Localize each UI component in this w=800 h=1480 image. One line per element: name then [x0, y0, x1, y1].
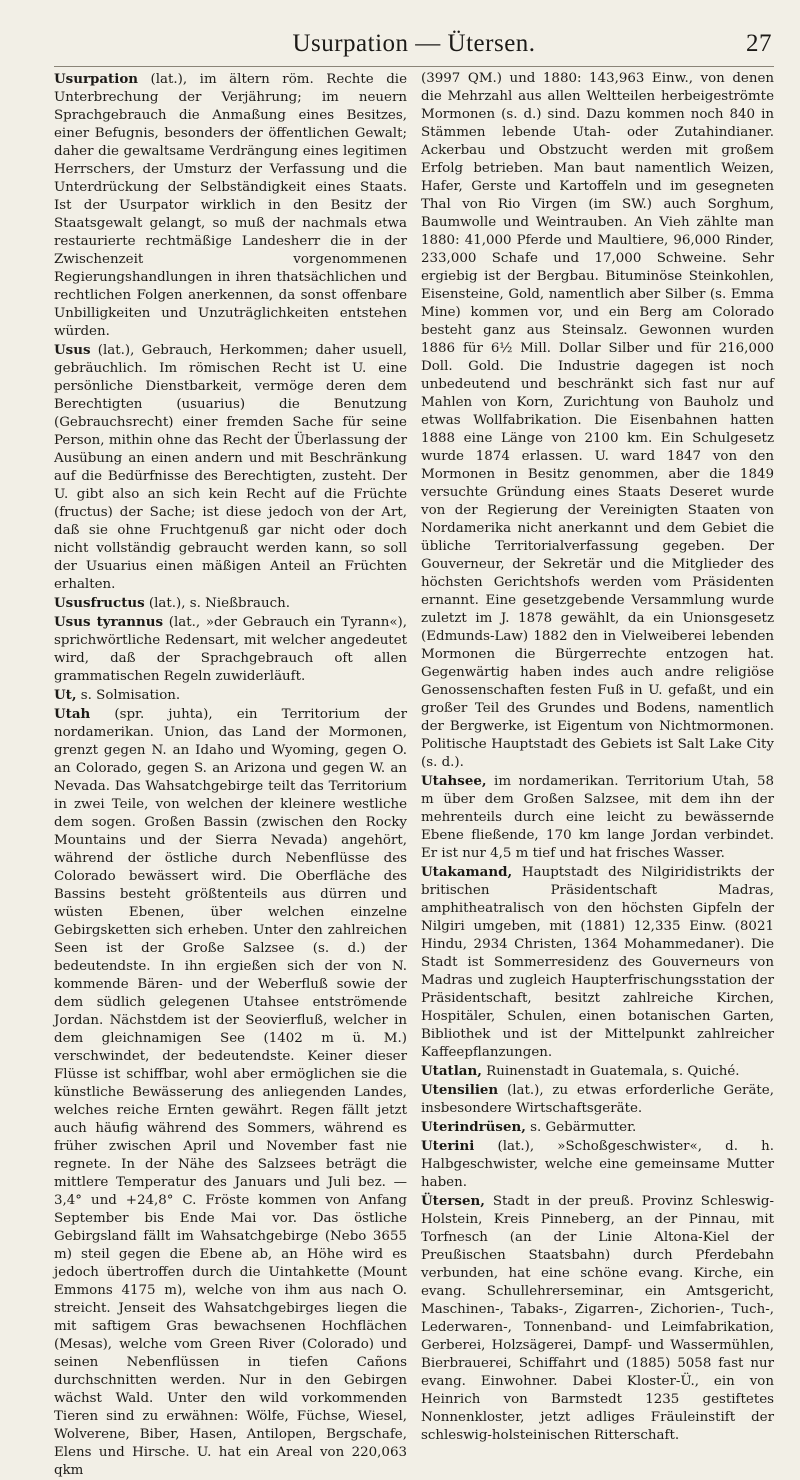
dictionary-entry	[421, 863, 774, 1062]
entry-text: s. Gebärmutter.	[525, 1120, 637, 1135]
entry-text: im nordamerikan. Territorium Utah, 58 m über dem Großen Salzsee, mit dem ihn der mehrenteils durch eine leicht zu bewässernde Ebene fließende, 170 km lange Jordan verbindet. Er ist nur 4,5 m tief und hat frisches Wasser.	[421, 774, 774, 861]
dictionary-entry	[54, 705, 407, 1480]
right-column	[421, 70, 774, 1480]
running-header	[54, 30, 774, 64]
entry-headword: Utensilien	[421, 1082, 499, 1098]
entry-headword: Utatlan,	[421, 1063, 482, 1079]
entry-text: (lat., »der Gebrauch ein Tyrann«), sprichwörtliche Redensart, mit welcher angedeutet wird, daß der Sprachgebrauch oft allen grammatischen Regeln zuwiderläuft.	[54, 615, 407, 684]
entry-text: Hauptstadt des Nilgiridistrikts der britischen Präsidentschaft Madras, amphitheatralisch von den höchsten Gipfeln der Nilgiri umgeben, mit (1881) 12,335 Einw. (8021 Hindu, 2934 Christen, 1364 Mohammedaner). Die Stadt ist Sommerresidenz des Gouverneurs von Madras und zugleich Haupterfrischungsstation der Präsidentschaft, besitzt zahlreiche Kirchen, Hospitäler, Schulen, einen botanischen Garten, Bibliothek und ist der Mittelpunkt zahlreicher Kaffeepflanzungen.	[421, 865, 774, 1060]
entry-text: s. Solmisation.	[76, 688, 181, 703]
entry-text: (spr. juhta), ein Territorium der nordamerikan. Union, das Land der Mormonen, grenzt gegen N. an Idaho und Wyoming, gegen O. an Colorado, gegen S. an Arizona und gegen W. an Nevada. Das Wahsatchgebirge teilt das Territorium in zwei Teile, von welchen der kleinere westliche dem sogen. Großen Bassin (zwischen den Rocky Mountains und der Sierra Nevada) angehört, während der östliche durch Nebenflüsse des Colorado bewässert wird. Die Oberfläche des Bassins besteht größtenteils aus dürren und wüsten Ebenen, über welchen einzelne Gebirgsketten sich erheben. Unter den zahlreichen Seen ist der Große Salzsee (s. d.) der bedeutendste. In ihn ergießen sich der von N. kommende Bären- und der Weberfluß sowie der dem südlich gelegenen Utahsee entströmende Jordan. Nächstdem ist der Seovierfluß, welcher in dem gleichnamigen See (1402 m ü. M.) verschwindet, der bedeutendste. Keiner dieser Flüsse ist schiffbar, wohl aber ermöglichen sie die künstliche Bewässerung des anliegenden Landes, welches reiche Ernten gewährt. Regen fällt jetzt auch häufig während des Sommers, während es früher zwischen April und November fast nie regnete. In der Nähe des Salzsees beträgt die mittlere Temperatur des Januars und Juli bez. —3,4° und +24,8° C. Fröste kommen von Anfang September bis Ende Mai vor. Das östliche Gebirgsland fällt im Wahsatchgebirge (Nebo 3655 m) steil gegen die Ebene ab, an Höhe wird es jedoch übertroffen durch die Uintahkette (Mount Emmons 4175 m), welche von ihm aus nach O. streicht. Jenseit des Wahsatchgebirges liegen die mit saftigem Gras bewachsenen Hochflächen (Mesas), welche vom Green River (Colorado) und seinen Nebenflüssen in tiefen Cañons durchschnitten werden. Nur in den Gebirgen wächst Wald. Unter den wild vorkommenden Tieren sind zu erwähnen: Wölfe, Füchse, Wiesel, Wolverene, Biber, Hasen, Antilopen, Bergschafe, Elens und Hirsche. U. hat ein Areal von 220,063 qkm	[54, 707, 407, 1478]
dictionary-entry	[54, 686, 407, 705]
dictionary-entry	[54, 594, 407, 613]
header-rule	[54, 66, 774, 67]
entry-headword: Usurpation	[54, 71, 138, 87]
entry-headword: Utakamand,	[421, 864, 513, 880]
entry-headword: Usus	[54, 342, 91, 358]
entry-headword: Usus tyrannus	[54, 614, 164, 630]
dictionary-entry	[421, 1118, 774, 1137]
entry-headword: Uterini	[421, 1138, 475, 1154]
page-number: 27	[746, 30, 772, 57]
entry-text: (lat.), s. Nießbrauch.	[144, 596, 290, 611]
dictionary-entry	[421, 1081, 774, 1118]
left-column	[54, 70, 407, 1480]
entry-headword: Ut,	[54, 687, 77, 703]
dictionary-entry	[54, 70, 407, 341]
dictionary-entry	[54, 341, 407, 594]
entry-text: (lat.), zu etwas erforderliche Geräte, insbesondere Wirtschaftsgeräte.	[421, 1083, 774, 1116]
page-title: Usurpation — Ütersen.	[292, 30, 536, 57]
entry-headword: Utah	[54, 706, 91, 722]
entry-headword: Ütersen,	[421, 1193, 485, 1209]
entry-text: (lat.), im ältern röm. Rechte die Unterbrechung der Verjährung; im neuern Sprachgebrauch die Anmaßung eines Besitzes, einer Befugnis, besonders der öffentlichen Gewalt; daher die gewaltsame Verdrängung eines legitimen Herrschers, der Umsturz der Verfassung und die Unterdrückung der Selbständigkeit eines Staats. Ist der Usurpator wirklich in den Besitz der Staatsgewalt gelangt, so muß der nachmals etwa restaurierte rechtmäßige Landesherr die in der Zwischenzeit vorgenommenen Regierungshandlungen in ihren thatsächlichen und rechtlichen Folgen anerkennen, da sonst offenbare Unbilligkeiten und Unzuträglichkeiten entstehen würden.	[54, 72, 407, 339]
entry-text: (lat.), »Schoßgeschwister«, d. h. Halbgeschwister, welche eine gemeinsame Mutter haben.	[421, 1139, 774, 1190]
dictionary-entry	[421, 1192, 774, 1445]
entry-text: Stadt in der preuß. Provinz Schleswig-Holstein, Kreis Pinneberg, an der Pinnau, mit Torfnesch (an der Linie Altona-Kiel der Preußischen Staatsbahn) durch Pferdebahn verbunden, hat eine schöne evang. Kirche, ein evang. Schullehrerseminar, ein Amtsgericht, Maschinen-, Tabaks-, Zigarren-, Zichorien-, Tuch-, Lederwaren-, Tonnenband- und Leimfabrikation, Gerberei, Holzsägerei, Dampf- und Wassermühlen, Bierbrauerei, Schiffahrt und (1885) 5058 fast nur evang. Einwohner. Dabei Kloster-Ü., ein von Heinrich von Barmstedt 1235 gestiftetes Nonnenkloster, jetzt adliges Fräuleinstift der schleswig-holsteinischen Ritterschaft.	[421, 1194, 774, 1443]
entry-headword: Ususfructus	[54, 595, 145, 611]
dictionary-entry	[421, 1062, 774, 1081]
entry-text: (3997 QM.) und 1880: 143,963 Einw., von denen die Mehrzahl aus allen Weltteilen herbeigeströmte Mormonen (s. d.) sind. Dazu kommen noch 840 in Stämmen lebende Utah- oder Zutahindianer. Ackerbau und Obstzucht werden mit großem Erfolg betrieben. Man baut namentlich Weizen, Hafer, Gerste und Kartoffeln und im gesegneten Thal von Rio Virgen (im SW.) auch Sorghum, Baumwolle und Weintrauben. An Vieh zählte man 1880: 41,000 Pferde und Maultiere, 96,000 Rinder, 233,000 Schafe und 17,000 Schweine. Sehr ergiebig ist der Bergbau. Bituminöse Steinkohlen, Eisensteine, Gold, namentlich aber Silber (s. Emma Mine) kommen vor, und ein Berg am Colorado besteht ganz aus Steinsalz. Gewonnen wurden 1886 für 6½ Mill. Dollar Silber und für 216,000 Doll. Gold. Die Industrie dagegen ist noch unbedeutend und beschränkt sich fast nur auf Mahlen von Korn, Zurichtung von Bauholz und etwas Wollfabrikation. Die Eisenbahnen hatten 1888 eine Länge von 2100 km. Ein Schulgesetz wurde 1874 erlassen. U. ward 1847 von den Mormonen in Besitz genommen, aber die 1849 versuchte Gründung eines Staats Deseret wurde von der Regierung der Vereinigten Staaten von Nordamerika nicht anerkannt und dem Gebiet die übliche Territorialverfassung gegeben. Der Gouverneur, der Sekretär und die Mitglieder des höchsten Gerichtshofs werden vom Präsidenten ernannt. Eine gesetzgebende Versammlung wurde zuletzt im J. 1878 gewählt, da ein Unionsgesetz (Edmunds-Law) 1882 den in Vielweiberei lebenden Mormonen die Bürgerrechte entzogen hat. Gegenwärtig haben indes auch andre religiöse Genossenschaften festen Fuß in U. gefaßt, und ein großer Teil des Grundes und Bodens, namentlich der Bergwerke, ist Eigentum von Nichtmormonen. Politische Hauptstadt des Gebiets ist Salt Lake City (s. d.).	[421, 71, 774, 770]
dictionary-entry	[421, 70, 774, 772]
entry-headword: Uterindrüsen,	[421, 1119, 526, 1135]
entry-text: (lat.), Gebrauch, Herkommen; daher usuell, gebräuchlich. Im römischen Recht ist U. eine persönliche Dienstbarkeit, vermöge deren dem Berechtigten (usuarius) die Benutzung (Gebrauchsrecht) einer fremden Sache für seine Person, mithin ohne das Recht der Überlassung der Ausübung an einen andern und mit Beschränkung auf die Bedürfnisse des Berechtigten, zusteht. Der U. gibt also an sich kein Recht auf die Früchte (fructus) der Sache; ist diese jedoch von der Art, daß sie ohne Fruchtgenuß gar nicht oder doch nicht vollständig gebraucht werden kann, so soll der Usuarius einen mäßigen Anteil an Früchten erhalten.	[54, 343, 407, 592]
entry-headword: Utahsee,	[421, 773, 487, 789]
entry-text: Ruinenstadt in Guatemala, s. Quiché.	[481, 1064, 740, 1079]
dictionary-entry	[421, 1137, 774, 1192]
columns	[54, 70, 774, 1480]
dictionary-entry	[421, 772, 774, 863]
dictionary-entry	[54, 613, 407, 686]
